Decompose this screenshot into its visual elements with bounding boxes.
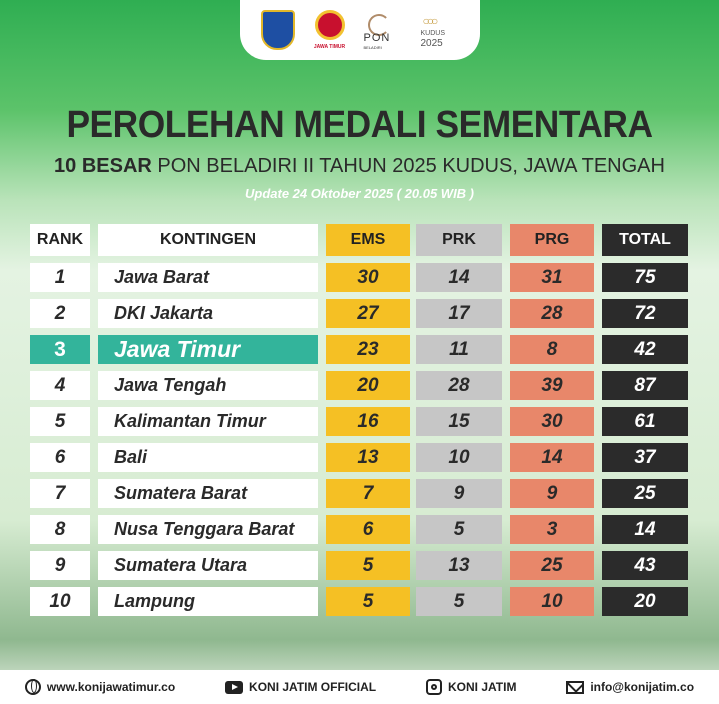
rank-cell: 7 xyxy=(30,479,90,508)
total-cell: 43 xyxy=(602,551,688,580)
prk-cell: 15 xyxy=(416,407,502,436)
prg-cell: 30 xyxy=(510,407,594,436)
kontingen-cell: Nusa Tenggara Barat xyxy=(98,515,318,544)
email-text[interactable]: info@konijatim.co xyxy=(590,680,695,694)
rank-cell: 9 xyxy=(30,551,90,580)
prk-cell: 14 xyxy=(416,263,502,292)
kudus-2025-logo: ○○○ KUDUS 2025 xyxy=(420,14,446,49)
footer-website[interactable] xyxy=(25,679,175,695)
pon-logo-sub: BELADIRI xyxy=(363,45,382,50)
kontingen-cell: Bali xyxy=(98,443,318,472)
table-row xyxy=(0,299,719,328)
total-cell: 72 xyxy=(602,299,688,328)
prg-cell: 28 xyxy=(510,299,594,328)
ems-cell: 20 xyxy=(326,371,410,400)
pon-beladiri-logo xyxy=(360,10,404,50)
rank-cell: 1 xyxy=(30,263,90,292)
rank-cell: 10 xyxy=(30,587,90,616)
mail-icon xyxy=(566,681,584,694)
total-cell: 25 xyxy=(602,479,688,508)
ems-cell: 30 xyxy=(326,263,410,292)
kontingen-cell: DKI Jakarta xyxy=(98,299,318,328)
ems-cell: 7 xyxy=(326,479,410,508)
rank-cell: 4 xyxy=(30,371,90,400)
prk-cell: 13 xyxy=(416,551,502,580)
footer-instagram[interactable] xyxy=(426,679,516,695)
prg-cell: 39 xyxy=(510,371,594,400)
table-row xyxy=(0,263,719,292)
header-prg: PRG xyxy=(510,224,594,256)
page-subtitle xyxy=(0,155,719,178)
prg-cell: 8 xyxy=(510,335,594,364)
pon-logo-text: PON xyxy=(363,32,391,44)
table-row xyxy=(0,407,719,436)
prg-cell: 14 xyxy=(510,443,594,472)
koni-jatim-logo xyxy=(311,10,349,50)
subtitle-rest: PON BELADIRI II TAHUN 2025 KUDUS, JAWA TENGAH xyxy=(157,155,665,177)
prk-cell: 11 xyxy=(416,335,502,364)
table-row xyxy=(0,587,719,616)
update-timestamp: Update 24 Oktober 2025 ( 20.05 WIB ) xyxy=(244,186,475,201)
prk-cell: 5 xyxy=(416,515,502,544)
header-rank: RANK xyxy=(30,224,90,256)
koni-logo-caption: JAWA TIMUR xyxy=(313,44,346,50)
prk-cell: 28 xyxy=(416,371,502,400)
ems-cell: 5 xyxy=(326,587,410,616)
prg-cell: 9 xyxy=(510,479,594,508)
jawa-timur-emblem-logo xyxy=(256,8,300,52)
globe-icon xyxy=(25,679,41,695)
rank-cell: 5 xyxy=(30,407,90,436)
kudus-logo-text: KUDUS xyxy=(420,30,446,37)
kontingen-cell: Jawa Tengah xyxy=(98,371,318,400)
ems-cell: 23 xyxy=(326,335,410,364)
total-cell: 42 xyxy=(602,335,688,364)
rank-cell: 2 xyxy=(30,299,90,328)
header-total: TOTAL xyxy=(602,224,688,256)
footer-email[interactable] xyxy=(566,680,694,694)
prg-cell: 31 xyxy=(510,263,594,292)
kontingen-cell: Kalimantan Timur xyxy=(98,407,318,436)
prk-cell: 17 xyxy=(416,299,502,328)
prg-cell: 10 xyxy=(510,587,594,616)
youtube-text[interactable]: KONI JATIM OFFICIAL xyxy=(249,680,377,694)
kontingen-cell: Lampung xyxy=(98,587,318,616)
total-cell: 75 xyxy=(602,263,688,292)
rank-cell: 6 xyxy=(30,443,90,472)
ems-cell: 5 xyxy=(326,551,410,580)
prk-cell: 10 xyxy=(416,443,502,472)
table-row xyxy=(0,479,719,508)
kontingen-cell: Sumatera Utara xyxy=(98,551,318,580)
rank-cell: 8 xyxy=(30,515,90,544)
table-row xyxy=(0,443,719,472)
footer-bar xyxy=(0,670,719,704)
footer-youtube[interactable] xyxy=(225,680,376,694)
youtube-icon xyxy=(225,681,243,694)
kontingen-cell: Jawa Barat xyxy=(98,263,318,292)
total-cell: 61 xyxy=(602,407,688,436)
total-cell: 14 xyxy=(602,515,688,544)
subtitle-bold: 10 BESAR xyxy=(54,155,152,177)
prk-cell: 5 xyxy=(416,587,502,616)
table-row xyxy=(0,371,719,400)
ems-cell: 13 xyxy=(326,443,410,472)
logo-bar xyxy=(240,0,480,60)
prg-cell: 25 xyxy=(510,551,594,580)
total-cell: 87 xyxy=(602,371,688,400)
website-text[interactable]: www.konijawatimur.co xyxy=(46,680,176,694)
prg-cell: 3 xyxy=(510,515,594,544)
table-row xyxy=(0,551,719,580)
rank-cell: 3 xyxy=(30,335,90,364)
prk-cell: 9 xyxy=(416,479,502,508)
instagram-icon xyxy=(426,679,442,695)
kontingen-cell: Jawa Timur xyxy=(98,335,318,364)
total-cell: 20 xyxy=(602,587,688,616)
instagram-text[interactable]: KONI JATIM xyxy=(448,680,517,694)
ems-cell: 27 xyxy=(326,299,410,328)
table-row xyxy=(0,515,719,544)
page-title: PEROLEHAN MEDALI SEMENTARA xyxy=(66,104,653,146)
kontingen-cell: Sumatera Barat xyxy=(98,479,318,508)
table-row-highlighted xyxy=(0,335,719,364)
total-cell: 37 xyxy=(602,443,688,472)
header-prk: PRK xyxy=(416,224,502,256)
header-ems: EMS xyxy=(326,224,410,256)
header-kontingen: KONTINGEN xyxy=(98,224,318,256)
ems-cell: 6 xyxy=(326,515,410,544)
ems-cell: 16 xyxy=(326,407,410,436)
kudus-logo-year: 2025 xyxy=(420,38,443,49)
